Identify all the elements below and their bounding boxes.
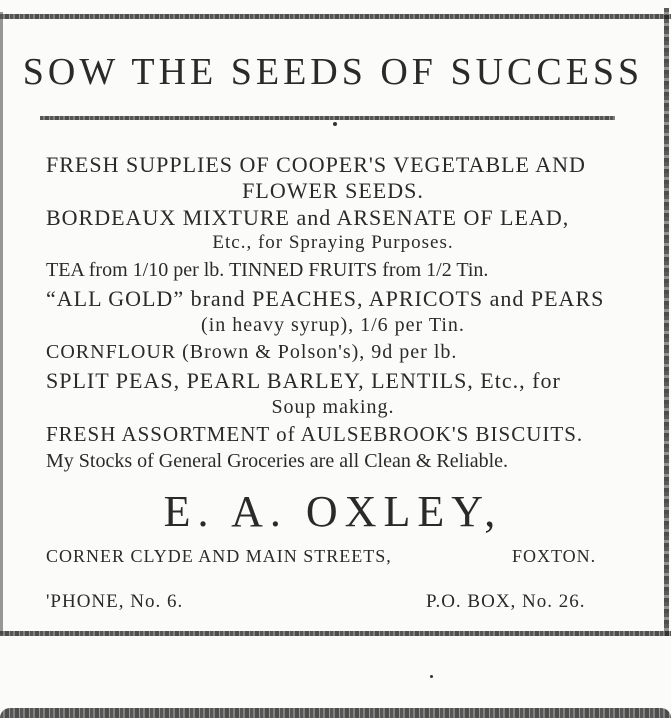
ad-line: TEA from 1/10 per lb. TINNED FRUITS from 1/2 Tin. [46, 259, 489, 281]
merchant-town: FOXTON. [512, 546, 597, 566]
ad-line: Etc., for Spraying Purposes. [212, 232, 454, 253]
merchant-name: E. A. OXLEY, [163, 487, 503, 536]
ad-line: SPLIT PEAS, PEARL BARLEY, LENTILS, Etc., for [46, 368, 561, 393]
ad-line: (in heavy syrup), 1/6 per Tin. [201, 314, 465, 336]
merchant-address: CORNER CLYDE AND MAIN STREETS, [46, 546, 392, 566]
next-ad-border [0, 708, 671, 718]
ad-line: “ALL GOLD” brand PEACHES, APRICOTS and PEARS [46, 286, 605, 311]
headline: SOW THE SEEDS OF SUCCESS [22, 51, 644, 93]
ad-line: FRESH SUPPLIES OF COOPER'S VEGETABLE AND [46, 152, 586, 177]
bottom-border [0, 631, 671, 636]
ad-line: FLOWER SEEDS. [242, 178, 424, 203]
ad-line: BORDEAUX MIXTURE and ARSENATE OF LEAD, [46, 205, 570, 230]
dot-mark [430, 675, 433, 678]
ad-line: Soup making. [271, 396, 395, 418]
ad-line: CORNFLOUR (Brown & Polson's), 9d per lb. [46, 341, 458, 363]
ad-line: My Stocks of General Groceries are all Clean & Reliable. [46, 450, 509, 472]
top-border [0, 14, 671, 19]
headline-rule [40, 116, 615, 120]
merchant-pobox: P.O. BOX, No. 26. [426, 591, 586, 612]
dot-mark [333, 122, 337, 126]
merchant-phone: 'PHONE, No. 6. [46, 591, 184, 612]
ad-line: FRESH ASSORTMENT of AULSEBROOK'S BISCUITS. [46, 422, 584, 446]
